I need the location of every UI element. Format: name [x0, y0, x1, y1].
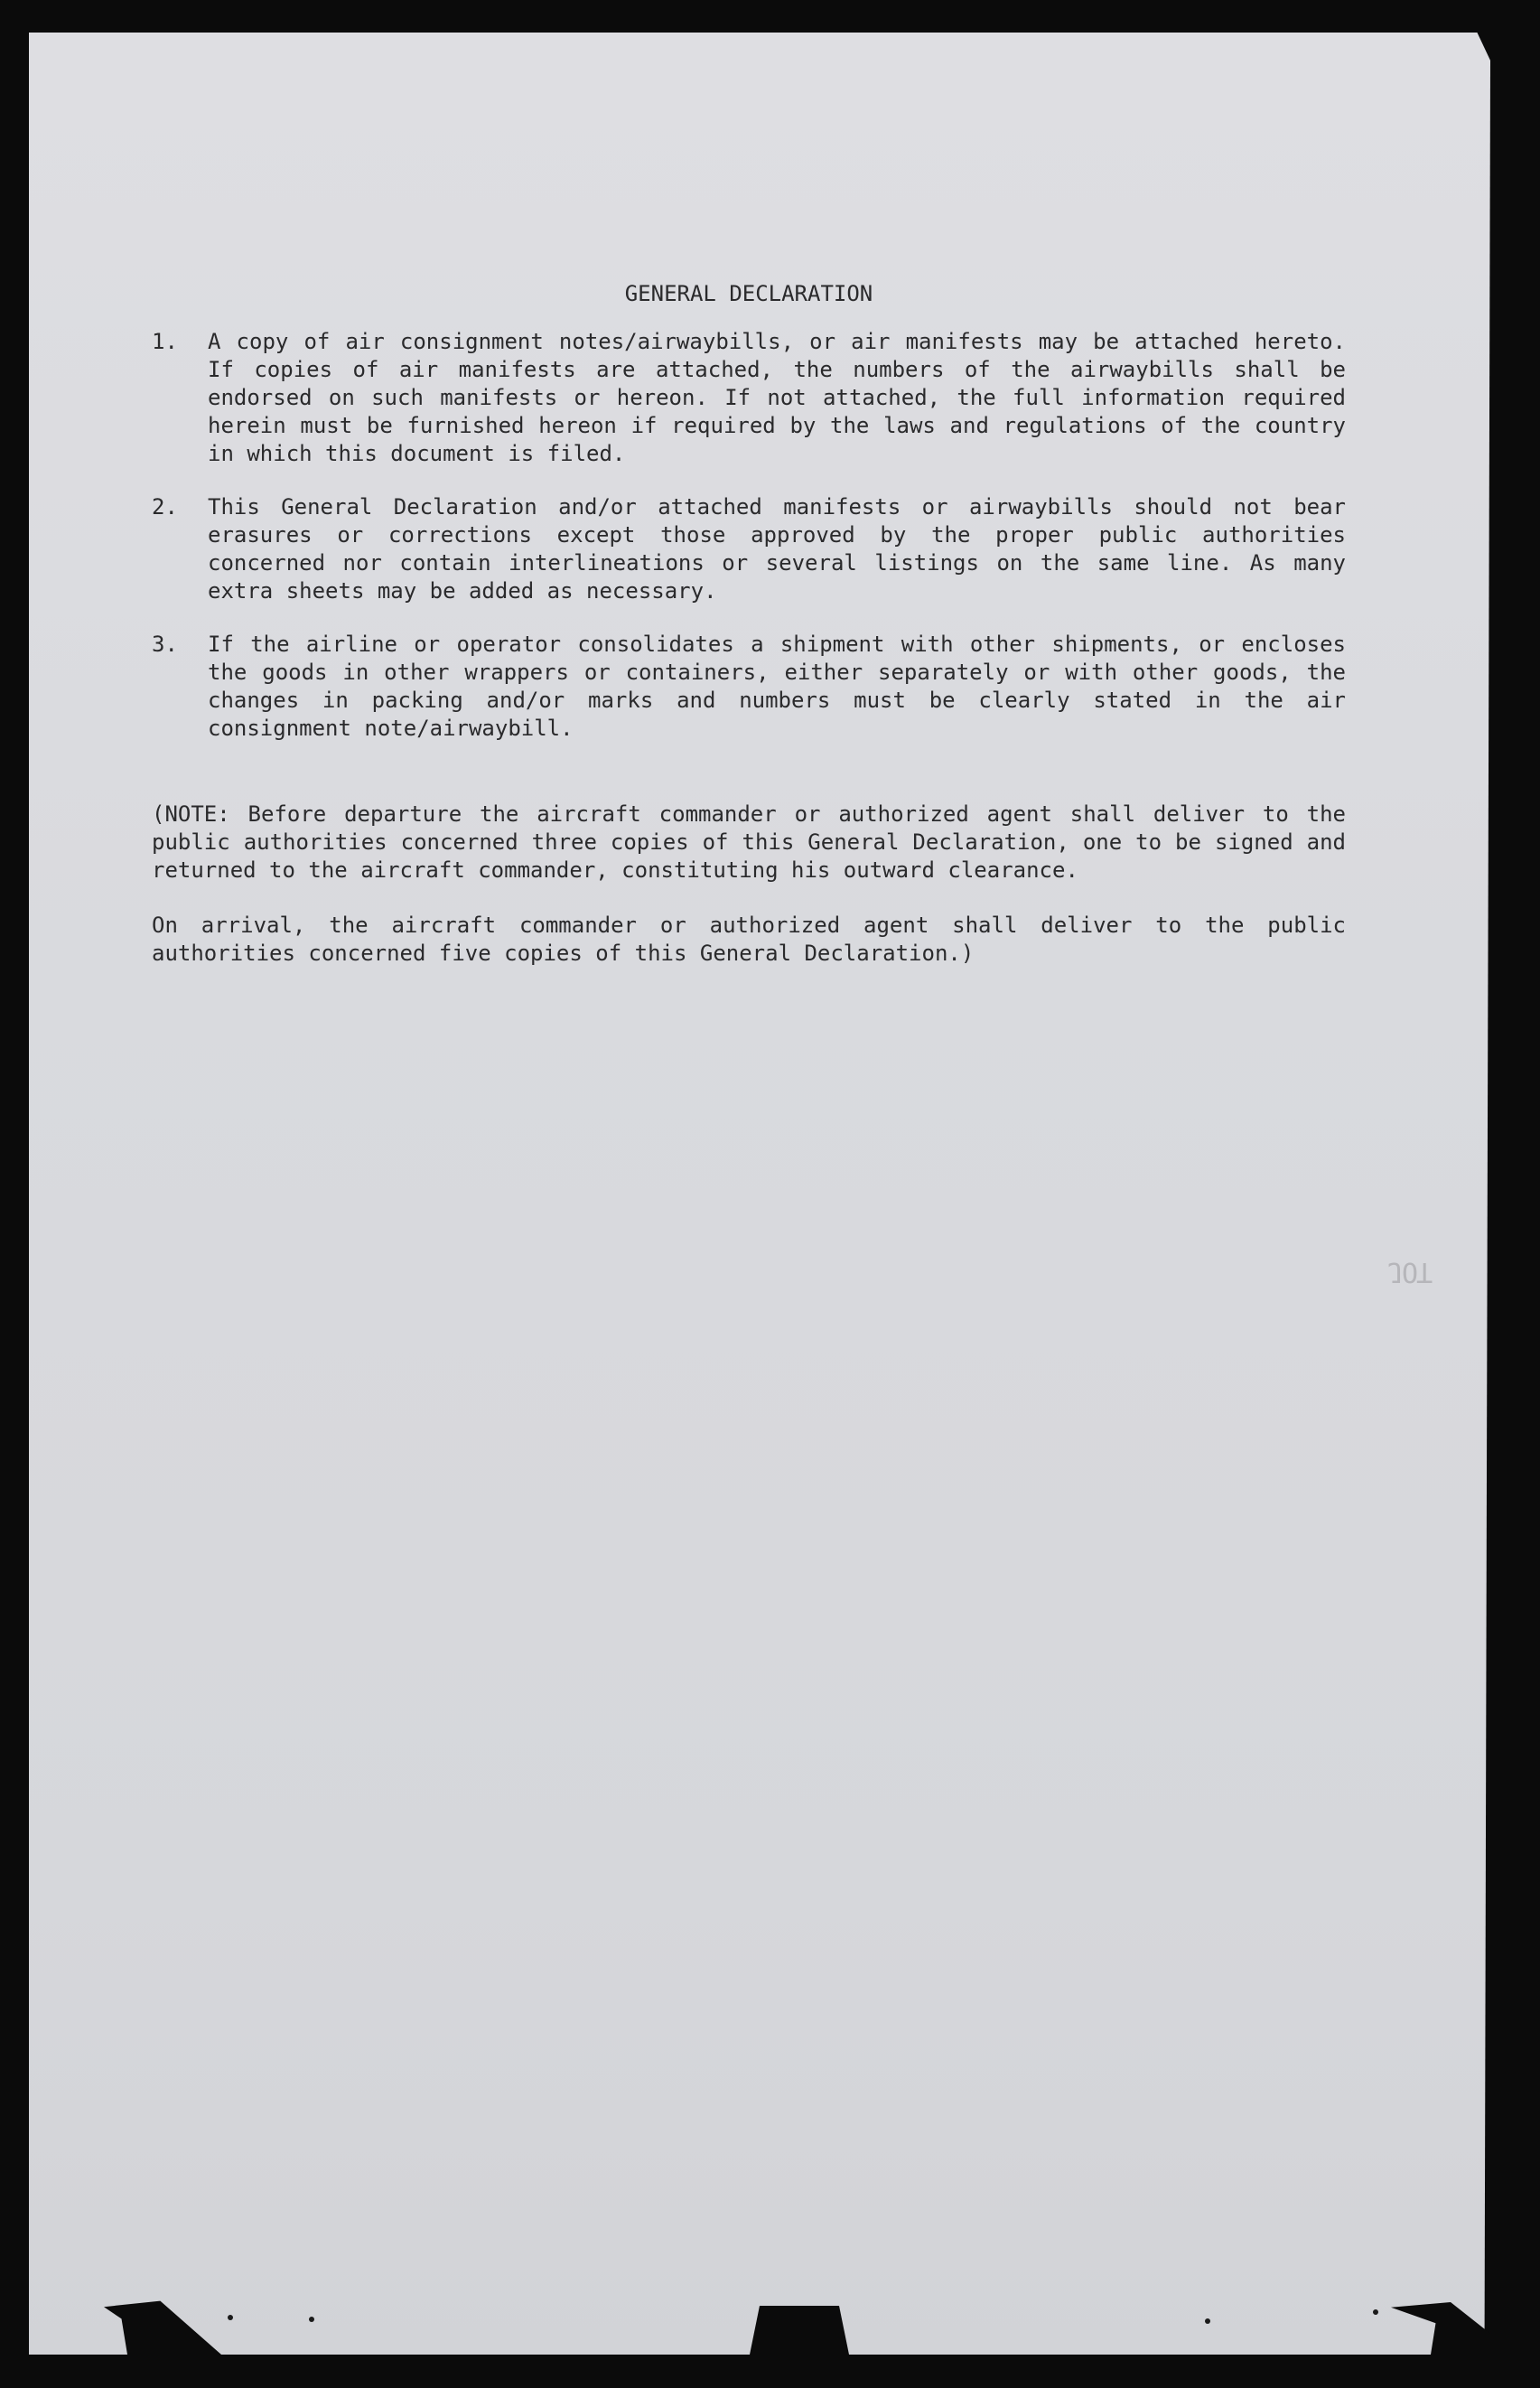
declaration-body — [152, 271, 1346, 995]
note-paragraph-departure: (NOTE: Before departure the aircraft commander or authorized agent shall deliver to the public authorities concerned three copies of this General Declaration, one to be signed and returned to the aircraft commander, constituting his outward clearance. — [152, 801, 1346, 883]
speck — [228, 2315, 233, 2320]
list-item — [152, 631, 1346, 743]
binder-clip-center — [750, 2306, 849, 2355]
item-text: If the airline or operator consolidates a shipment with other shipments, or encloses the goods in other wrappers or containers, either separately or with other goods, the changes in packing and/or marks and numbers must be clearly stated in the air consignment note/airwaybill. — [208, 632, 1346, 741]
item-text: A copy of air consignment notes/airwaybills, or air manifests may be attached hereto. If copies of air manifests are attached, the numbers of the airwaybills shall be endorsed on such manifests or hereon. If not attached, the full information required herein must be furnished hereon if required by the laws and regulations of the country in which this document is filed. — [208, 329, 1346, 466]
note-paragraph-arrival: On arrival, the aircraft commander or authorized agent shall deliver to the public authorities concerned five copies of this General Declaration.) — [152, 913, 1346, 966]
item-number: 1. — [152, 329, 178, 354]
list-item — [152, 328, 1346, 468]
list-item — [152, 493, 1346, 605]
document-title: GENERAL DECLARATION — [624, 281, 873, 306]
speck — [1373, 2309, 1378, 2315]
item-text: This General Declaration and/or attached manifests or airwaybills should not bear erasures or corrections except those approved by the proper public authorities concerned nor contain interlineations or several listings on the same line. As many extra sheets may be added as necessary. — [208, 494, 1346, 604]
spacer — [152, 768, 1346, 801]
item-number: 2. — [152, 494, 178, 520]
item-number: 3. — [152, 632, 178, 657]
faded-stamp: JOT — [1387, 1256, 1432, 1288]
speck — [309, 2317, 314, 2322]
speck — [1205, 2318, 1210, 2324]
